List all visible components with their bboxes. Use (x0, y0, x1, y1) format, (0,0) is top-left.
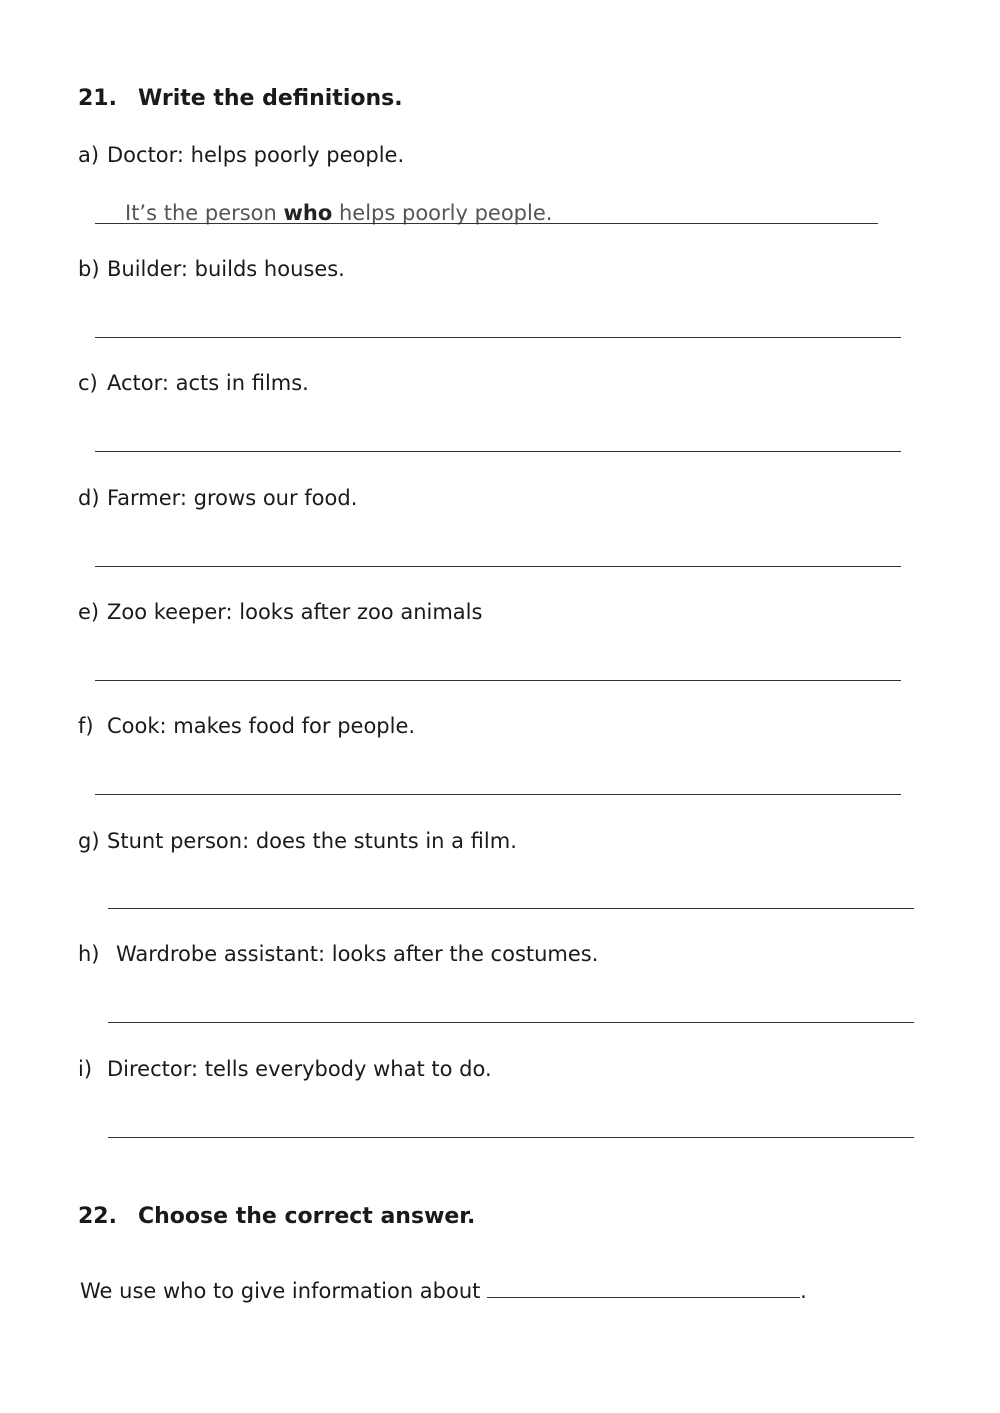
example-answer (125, 201, 552, 225)
answer-line-b[interactable] (95, 337, 901, 338)
item-text: Actor: acts in films. (107, 371, 309, 395)
answer-line-c[interactable] (95, 451, 901, 452)
item-letter: d) (78, 486, 100, 510)
example-answer-bold: who (283, 201, 333, 225)
item-text: Director: tells everybody what to do. (107, 1057, 492, 1081)
item-text: Cook: makes food for people. (107, 714, 416, 738)
item-text: Builder: builds houses. (107, 257, 345, 281)
item-letter: b) (78, 257, 100, 281)
example-answer-text-end: helps poorly people. (332, 201, 553, 225)
question-21-heading (78, 86, 403, 111)
definition-item-c (78, 371, 309, 395)
question-title: Write the definitions. (138, 86, 403, 111)
definition-item-h (78, 942, 598, 966)
answer-line-e[interactable] (95, 680, 901, 681)
definition-item-f (78, 714, 415, 738)
definition-item-d (78, 486, 357, 510)
answer-line-h[interactable] (108, 1022, 914, 1023)
item-letter: e) (78, 600, 100, 624)
question-22-heading (78, 1204, 475, 1229)
sentence-start: We use who to give information about (80, 1279, 488, 1303)
answer-line-a[interactable] (95, 223, 878, 224)
example-answer-text: It’s the person (125, 201, 284, 225)
definition-item-e (78, 600, 482, 624)
item-letter: i) (78, 1057, 93, 1081)
item-text: Doctor: helps poorly people. (107, 143, 405, 167)
item-text: Wardrobe assistant: looks after the costumes. (116, 942, 599, 966)
definition-item-g (78, 829, 517, 853)
item-letter: f) (78, 714, 94, 738)
answer-line-d[interactable] (95, 566, 901, 567)
item-letter: c) (78, 371, 98, 395)
question-number: 22. (78, 1204, 117, 1229)
item-text: Stunt person: does the stunts in a film. (107, 829, 517, 853)
answer-line-f[interactable] (95, 794, 901, 795)
sentence-end: . (800, 1279, 807, 1303)
item-text: Zoo keeper: looks after zoo animals (107, 600, 483, 624)
question-title: Choose the correct answer. (138, 1204, 476, 1229)
definition-item-a (78, 143, 404, 167)
item-letter: g) (78, 829, 100, 853)
item-letter: h) (78, 942, 100, 966)
answer-line-i[interactable] (108, 1137, 914, 1138)
fill-in-blank[interactable] (487, 1277, 800, 1298)
answer-line-g[interactable] (108, 908, 914, 909)
item-letter: a) (78, 143, 100, 167)
item-text: Farmer: grows our food. (107, 486, 358, 510)
definition-item-i (78, 1057, 492, 1081)
question-number: 21. (78, 86, 117, 111)
q22-sentence (80, 1277, 807, 1303)
definition-item-b (78, 257, 345, 281)
